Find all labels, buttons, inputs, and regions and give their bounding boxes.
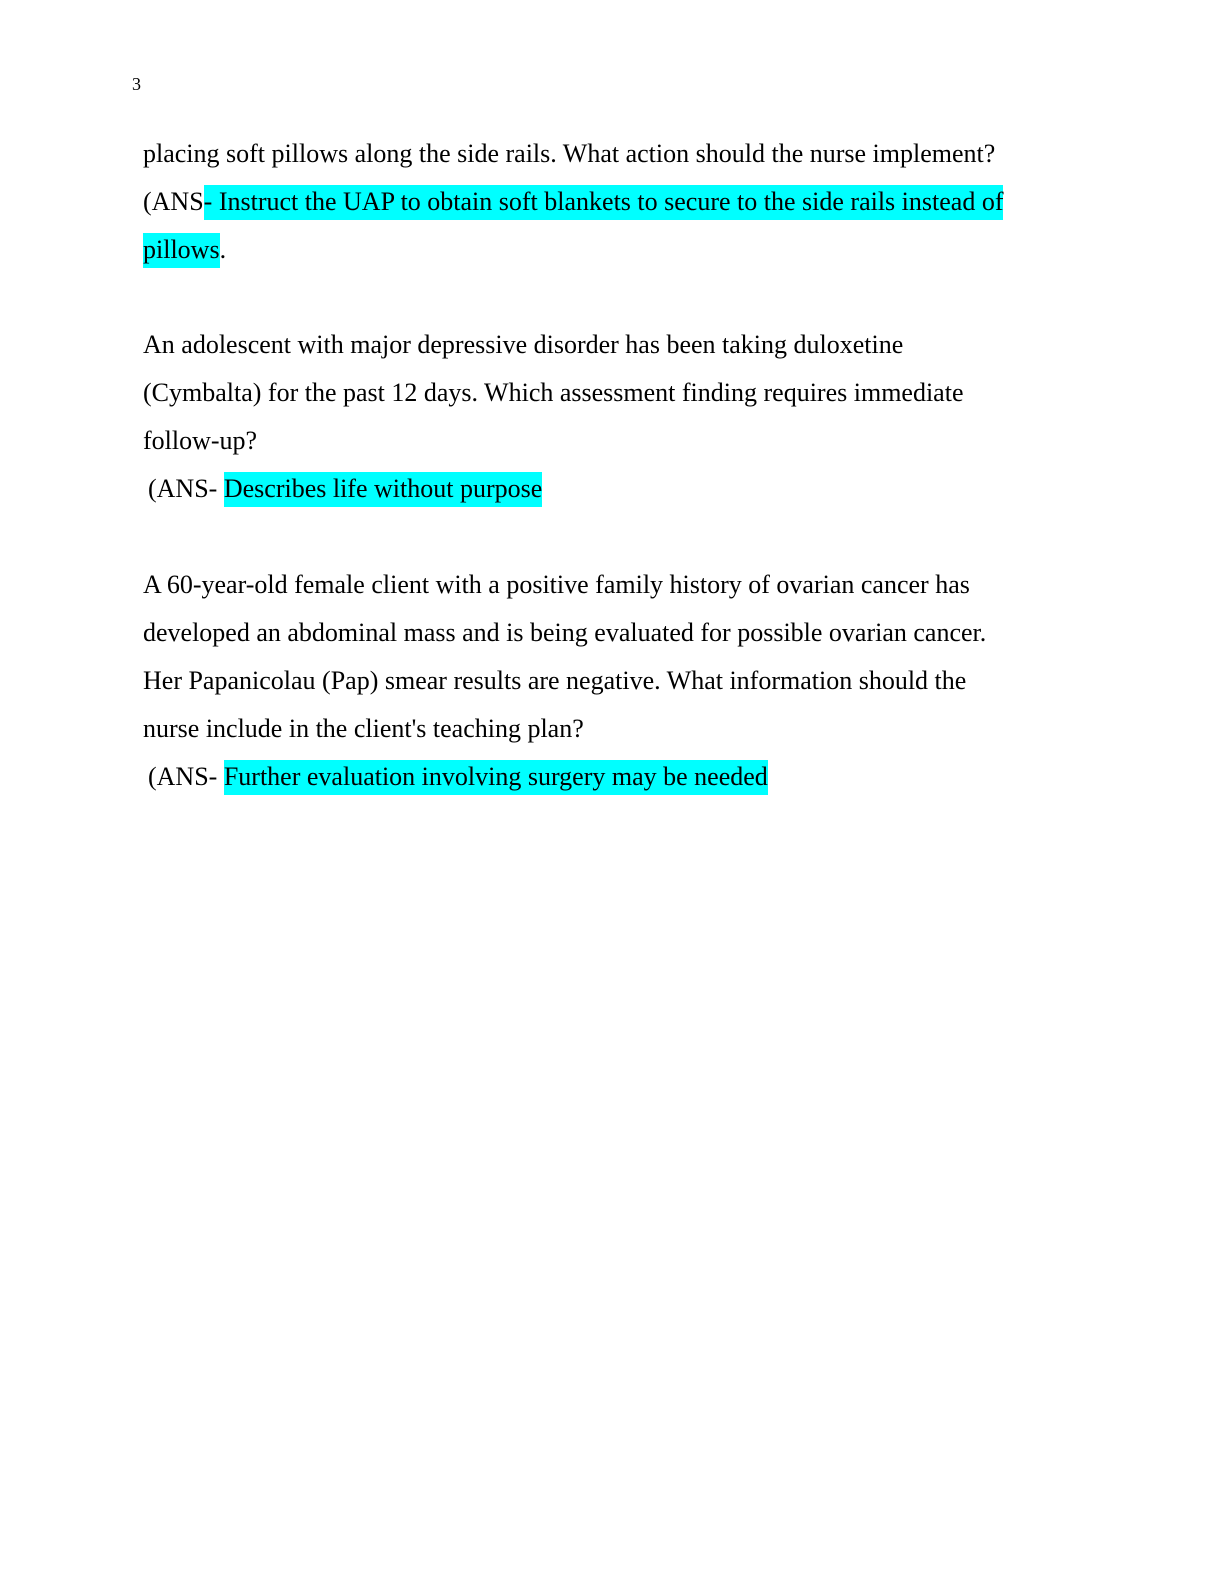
question-text-line: (Cymbalta) for the past 12 days. Which assessment finding requires immediate <box>143 378 964 407</box>
highlighted-answer: pillows <box>143 233 220 268</box>
answer-line <box>143 465 1103 513</box>
question-text-line: nurse include in the client's teaching plan? <box>143 714 584 743</box>
question-text-line: An adolescent with major depressive disorder has been taking duloxetine <box>143 330 904 359</box>
question-text-line: A 60-year-old female client with a positive family history of ovarian cancer has <box>143 570 970 599</box>
answer-prefix: (ANS- <box>148 474 224 503</box>
answer-prefix: (ANS <box>143 187 204 216</box>
question-text-line: follow-up? <box>143 426 258 455</box>
answer-line <box>143 178 1103 226</box>
question-text-line: Her Papanicolau (Pap) smear results are negative. What information should the <box>143 666 967 695</box>
question-text-line: developed an abdominal mass and is being evaluated for possible ovarian cancer. <box>143 618 987 647</box>
question-text-line: placing soft pillows along the side rails. What action should the nurse implement? <box>143 139 996 168</box>
highlighted-answer: Describes life without purpose <box>224 472 542 507</box>
answer-end: . <box>219 235 227 264</box>
page-number: 3 <box>132 74 141 94</box>
answer-line <box>143 226 1103 274</box>
question-block-3 <box>143 561 1103 801</box>
question-block-2 <box>143 321 1103 513</box>
answer-prefix: (ANS- <box>148 762 224 791</box>
answer-line <box>143 753 1103 801</box>
question-block-1 <box>143 130 1103 274</box>
highlighted-answer: Further evaluation involving surgery may be needed <box>224 760 768 795</box>
highlighted-answer: - Instruct the UAP to obtain soft blankets to secure to the side rails instead of <box>204 185 1004 220</box>
